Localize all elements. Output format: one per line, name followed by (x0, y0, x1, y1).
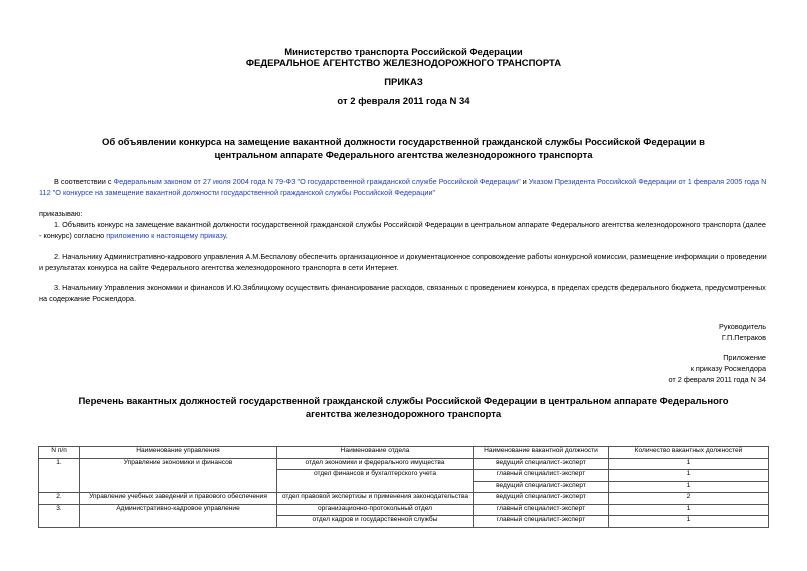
agency-name: ФЕДЕРАЛЬНОЕ АГЕНТСТВО ЖЕЛЕЗНОДОРОЖНОГО ТРАНСПОРТА (245, 58, 562, 69)
cell-division: организационно-протокольный отдел (277, 504, 474, 516)
item-3 (39, 282, 769, 304)
cell-count: 2 (609, 493, 769, 505)
table-row (39, 481, 769, 493)
item-1-text: 1. Объявить конкурс на замещение вакантной должности государственной гражданской службы Российской Федерации в центральном аппарате Федерального агентства железнодорожного транспорта (далее - конкурс) согласно (39, 220, 766, 240)
cell-position: ведущий специалист-эксперт (474, 458, 609, 470)
table-row (39, 504, 769, 516)
cell-number: 1. (39, 458, 80, 470)
cell-number: 3. (39, 504, 80, 516)
preamble (39, 176, 769, 198)
order-word: приказываю: (39, 209, 83, 218)
signature-role: Руководитель (718, 322, 766, 331)
header-count: Количество вакантных должностей (609, 447, 769, 459)
appendix-label: Приложение (723, 353, 766, 362)
item-3-text: 3. Начальнику Управления экономики и финансов И.Ю.Зяблицкому осуществить финансирование расходов, связанных с проведением конкурса, в пределах средств федерального бюджета, предусмотренных на содержание Росжелдора. (39, 283, 766, 303)
cell-count: 1 (609, 516, 769, 528)
table-row (39, 470, 769, 482)
vacancy-table (38, 446, 769, 528)
item-1 (39, 219, 769, 241)
cell-position: главный специалист-эксперт (474, 470, 609, 482)
order-title: Об объявлении конкурса на замещение вакантной должности государственной гражданской службы Российской Федерации в центральном аппарате Федерального агентства железнодорожного транспорта (101, 137, 706, 161)
preamble-text-1: В соответствии с (54, 177, 114, 186)
cell-number (39, 516, 80, 528)
cell-number: 2. (39, 493, 80, 505)
cell-department: Управление учебных заведений и правового обеспечения (80, 493, 277, 505)
item-2-text: 2. Начальнику Административно-кадрового управления А.М.Беспалову обеспечить организационное и документационное сопровождение работы конкурсной комиссии, размещение информации о проведении и результатах конкурса на сайте Федерального агентства железнодорожного транспорта в сети Интернет. (39, 252, 767, 272)
cell-division: отдел финансов и бухгалтерского учета (277, 470, 474, 482)
signature-name: Г.П.Петраков (721, 333, 766, 342)
table-row (39, 493, 769, 505)
header-position: Наименование вакантной должности (474, 447, 609, 459)
federal-law-link[interactable]: Федеральным законом от 27 июля 2004 года N 79-ФЗ "О государственной гражданской службе Российской Федерации" (113, 177, 521, 186)
preamble-text-2: и (520, 177, 529, 186)
appendix-to-order: к приказу Росжелдора (690, 364, 766, 373)
cell-department: Управление экономики и финансов (80, 458, 277, 470)
item-2 (39, 251, 769, 273)
cell-department (80, 470, 277, 482)
cell-department (80, 516, 277, 528)
vacancy-list-title: Перечень вакантных должностей государственной гражданской службы Российской Федерации в центральном аппарате Федерального агентства железнодорожного транспорта (78, 396, 729, 420)
cell-division: отдел экономики и федерального имущества (277, 458, 474, 470)
cell-count: 1 (609, 458, 769, 470)
table-header-row (39, 447, 769, 459)
cell-count: 1 (609, 481, 769, 493)
header-division: Наименование отдела (277, 447, 474, 459)
document-type: ПРИКАЗ (384, 77, 423, 88)
header-department: Наименование управления (80, 447, 277, 459)
header-number: N п/п (39, 447, 80, 459)
cell-position: ведущий специалист-эксперт (474, 493, 609, 505)
appendix-date: от 2 февраля 2011 года N 34 (668, 375, 766, 384)
cell-division: отдел правовой экспертизы и применения законодательства (277, 493, 474, 505)
cell-position: ведущий специалист-эксперт (474, 481, 609, 493)
cell-department: Административно-кадровое управление (80, 504, 277, 516)
appendix-link[interactable]: приложению к настоящему приказу (106, 231, 226, 240)
cell-count: 1 (609, 504, 769, 516)
cell-position: главный специалист-эксперт (474, 516, 609, 528)
presidential-decree-link[interactable]: Указом Президента Российской Федерации от 1 февраля 2005 года N 112 "О конкурсе на замещение вакантной должности государственной гражданской службы Российской Федерации" (39, 177, 767, 197)
order-date-number: от 2 февраля 2011 года N 34 (337, 96, 470, 107)
cell-position: главный специалист-эксперт (474, 504, 609, 516)
ministry-name: Министерство транспорта Российской Федерации (284, 47, 523, 58)
table-row (39, 458, 769, 470)
cell-count: 1 (609, 470, 769, 482)
cell-number (39, 470, 80, 482)
cell-division: отдел кадров и государственной службы (277, 516, 474, 528)
cell-division (277, 481, 474, 493)
cell-number (39, 481, 80, 493)
cell-department (80, 481, 277, 493)
item-1-end: . (225, 231, 228, 240)
table-row (39, 516, 769, 528)
